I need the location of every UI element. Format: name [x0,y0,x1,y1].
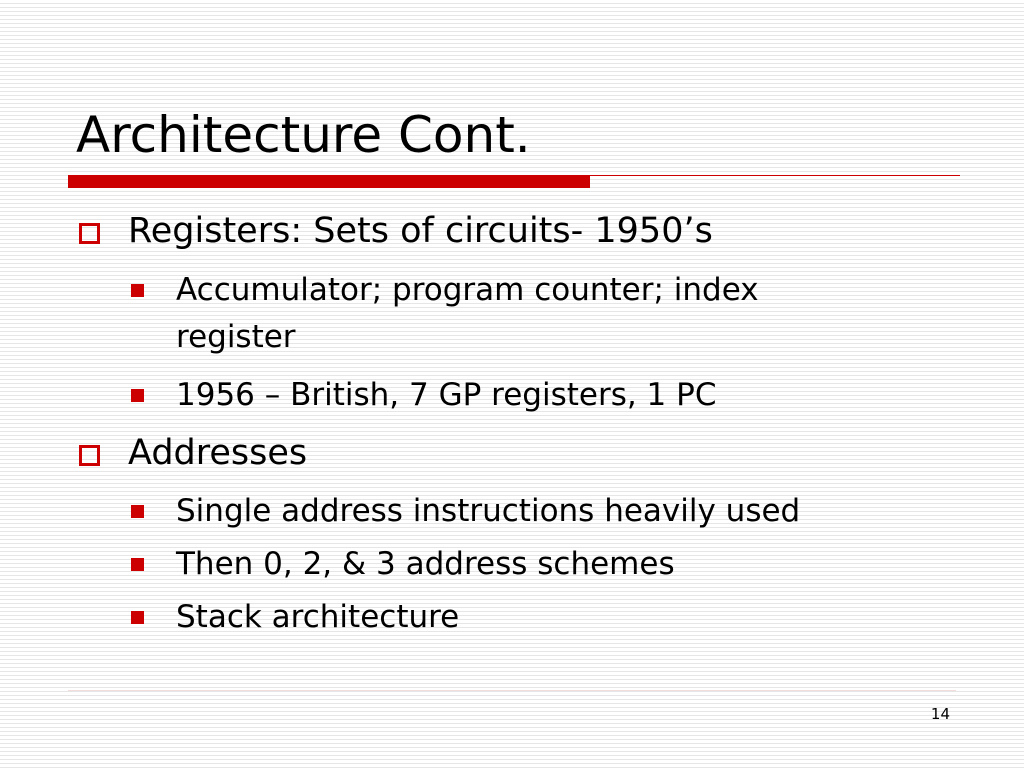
slide-title: Architecture Cont. [76,106,531,164]
footer-rule [68,690,956,691]
sub-bullet-stack-architecture: Stack architecture [176,599,460,635]
sub-bullet-address-schemes: Then 0, 2, & 3 address schemes [176,546,675,582]
page-number: 14 [930,705,950,723]
sub-bullet-single-address: Single address instructions heavily used [176,493,801,529]
filled-square-icon [131,505,144,518]
filled-square-icon [131,284,144,297]
sub-bullet-accumulator-line1: Accumulator; program counter; index [176,272,759,308]
filled-square-icon [131,389,144,402]
hollow-square-icon [79,223,100,244]
filled-square-icon [131,558,144,571]
bullet-registers: Registers: Sets of circuits- 1950’s [128,211,713,251]
hollow-square-icon [79,445,100,466]
sub-bullet-accumulator-line2: register [176,319,296,355]
filled-square-icon [131,611,144,624]
title-underline-thick [68,175,590,188]
title-underline-thin [590,175,960,176]
sub-bullet-1956: 1956 – British, 7 GP registers, 1 PC [176,377,717,413]
bullet-addresses: Addresses [128,433,308,473]
